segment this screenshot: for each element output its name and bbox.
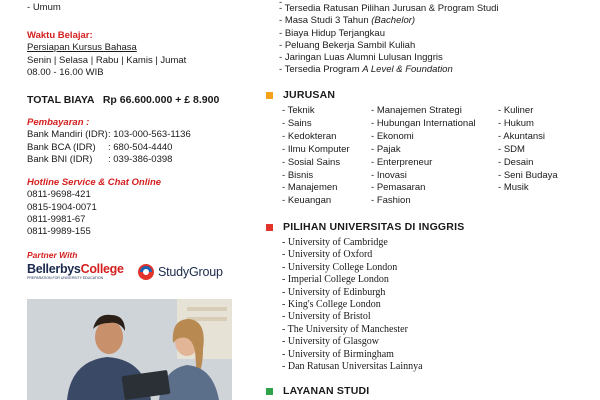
major-item: - Kuliner xyxy=(498,105,558,118)
bank-account: : 039-386-0398 xyxy=(108,153,173,165)
students-photo xyxy=(27,299,232,400)
universities-list xyxy=(282,237,423,373)
majors-col-2 xyxy=(371,105,476,208)
benefits-list xyxy=(279,0,499,77)
majors-col-3 xyxy=(498,105,558,195)
major-item: - Kedokteran xyxy=(282,131,350,144)
bank-name: Bank BNI (IDR) xyxy=(27,153,93,165)
benefit-item: - Biaya Hidup Terjangkau xyxy=(279,28,499,40)
hotline-block xyxy=(27,177,161,238)
schedule-days: Senin | Selasa | Rabu | Kamis | Jumat xyxy=(27,54,187,66)
green-square-icon xyxy=(266,388,273,395)
major-item: - Inovasi xyxy=(371,170,476,183)
major-item: - Sosial Sains xyxy=(282,157,350,170)
hotline-heading: Hotline Service & Chat Online xyxy=(27,177,162,188)
university-item: - University College London xyxy=(282,262,423,274)
services-title: LAYANAN STUDI xyxy=(266,385,369,397)
schedule-hours: 08.00 - 16.00 WIB xyxy=(27,66,104,78)
bank-name: Bank Mandiri (IDR) xyxy=(27,129,108,141)
major-item: - Desain xyxy=(498,157,558,170)
majors-title: JURUSAN xyxy=(266,89,335,101)
major-item: - Musik xyxy=(498,182,558,195)
hotline-number: 0811-9698-421 xyxy=(27,189,91,201)
major-item: - Pemasaran xyxy=(371,182,476,195)
schedule-subheading: Persiapan Kursus Bahasa xyxy=(27,42,137,54)
majors-col-1 xyxy=(282,105,350,208)
benefit-item: - Peluang Bekerja Sambil Kuliah xyxy=(279,40,499,52)
major-item: - Hubungan International xyxy=(371,118,476,131)
partner-heading: Partner With xyxy=(27,250,78,260)
university-item: - University of Glasgow xyxy=(282,336,423,348)
major-item: - Keuangan xyxy=(282,195,350,208)
major-item: - Enterpreneur xyxy=(371,157,476,170)
university-item: - The University of Manchester xyxy=(282,324,423,336)
bellerbys-college: College xyxy=(80,262,124,276)
university-item: - Dan Ratusan Universitas Lainnya xyxy=(282,361,423,373)
universities-title: PILIHAN UNIVERSITAS DI INGGRIS xyxy=(266,221,464,233)
university-item: - University of Bristol xyxy=(282,311,423,323)
studygroup-icon xyxy=(137,263,155,281)
major-item: - Akuntansi xyxy=(498,131,558,144)
hotline-number: 0811-9989-155 xyxy=(27,226,91,238)
total-cost: TOTAL BIAYA Rp 66.600.000 + £ 8.900 xyxy=(27,94,220,106)
red-square-icon xyxy=(266,224,273,231)
major-item: - Ekonomi xyxy=(371,131,476,144)
payment-heading: Pembayaran : xyxy=(27,117,90,128)
photo-illustration xyxy=(27,299,232,400)
schedule-block xyxy=(27,30,186,79)
bank-account: : 680-504-4440 xyxy=(108,141,173,153)
major-item: - Manajemen Strategi xyxy=(371,105,476,118)
orange-square-icon xyxy=(266,92,273,99)
schedule-heading: Waktu Belajar: xyxy=(27,30,93,41)
bank-row xyxy=(27,129,191,141)
major-item: - Teknik xyxy=(282,105,350,118)
bank-account: : 103-000-563-1136 xyxy=(108,129,191,141)
payment-block xyxy=(27,117,191,166)
university-item: - Imperial College London xyxy=(282,274,423,286)
major-item: - Hukum xyxy=(498,118,558,131)
major-item: - SDM xyxy=(498,144,558,157)
major-item: - Pajak xyxy=(371,144,476,157)
bank-row xyxy=(27,154,191,166)
benefit-item: - Tersedia Ratusan Pilihan Jurusan & Program Studi xyxy=(279,3,499,15)
benefit-item: - Tersedia Program A Level & Foundation xyxy=(279,64,499,76)
bellerbys-tag: PREPARATION FOR UNIVERSITY EDUCATION xyxy=(27,276,104,280)
studygroup-text: StudyGroup xyxy=(158,264,223,279)
major-item: - Seni Budaya xyxy=(498,170,558,183)
university-item: - King's College London xyxy=(282,299,423,311)
bank-name: Bank BCA (IDR) xyxy=(27,141,96,153)
bellerbys-main: Bellerbys xyxy=(27,262,81,276)
top-item: - Umum xyxy=(27,2,61,13)
hotline-number: 0811-9981-67 xyxy=(27,213,86,225)
university-item: - University of Birmingham xyxy=(282,349,423,361)
benefit-item: - Jaringan Luas Alumni Lulusan Inggris xyxy=(279,52,499,64)
university-item: - University of Edinburgh xyxy=(282,287,423,299)
university-item: - University of Cambridge xyxy=(282,237,423,249)
benefit-item: - Masa Studi 3 Tahun (Bachelor) xyxy=(279,15,499,27)
major-item: - Ilmu Komputer xyxy=(282,144,350,157)
major-item: - Bisnis xyxy=(282,170,350,183)
bank-row xyxy=(27,142,191,154)
studygroup-logo xyxy=(137,263,223,281)
bellerbys-logo xyxy=(27,262,127,281)
major-item: - Fashion xyxy=(371,195,476,208)
hotline-number: 0815-1904-0071 xyxy=(27,201,97,213)
major-item: - Manajemen xyxy=(282,182,350,195)
major-item: - Sains xyxy=(282,118,350,131)
university-item: - University of Oxford xyxy=(282,249,423,261)
